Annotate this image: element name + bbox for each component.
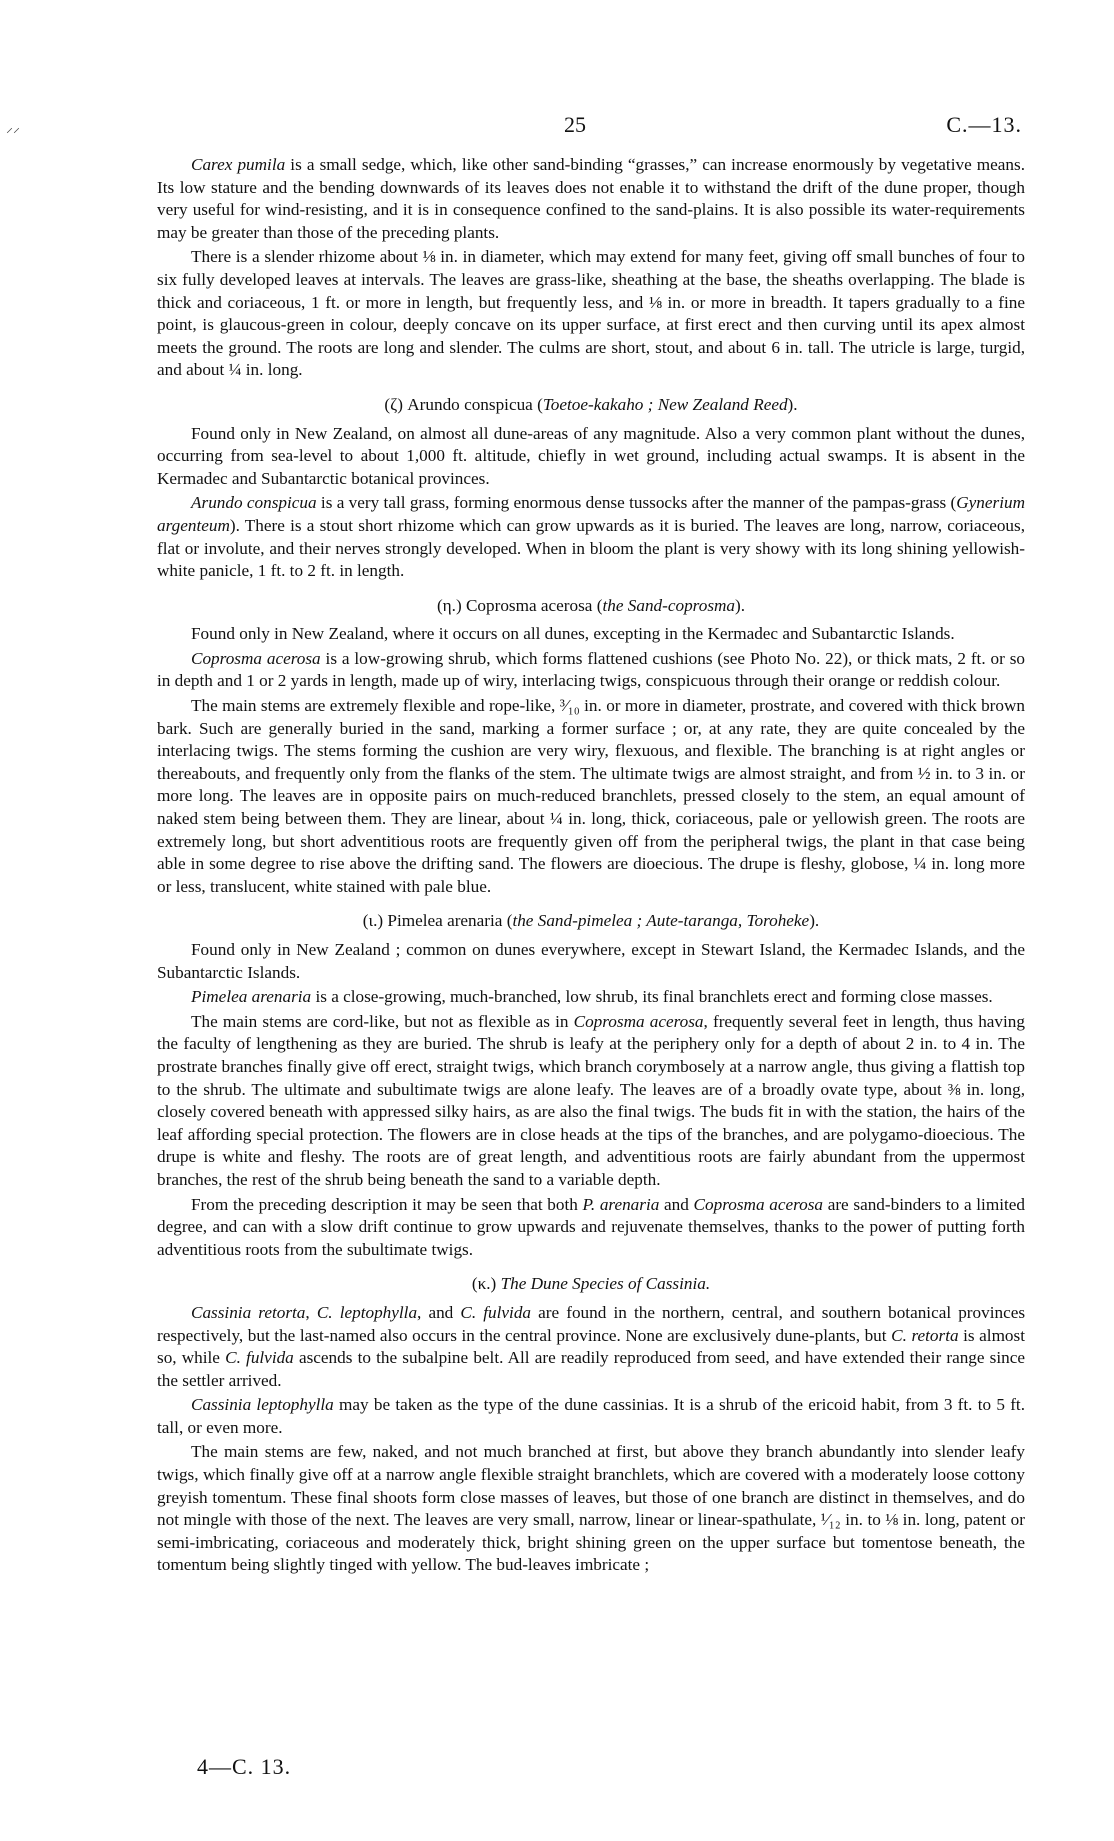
- paragraph-cassinia-1: Cassinia leptophylla may be taken as the type of the dune cassinias. It is a shrub of the ericoid habit, from 3 ft. to 5 ft. tall, or even more.: [157, 1395, 1025, 1437]
- paragraph-coprosma-0: Found only in New Zealand, where it occurs on all dunes, excepting in the Kermadec and Subantarctic Islands.: [191, 624, 955, 644]
- paragraph-carex-1: There is a slender rhizome about ⅛ in. in diameter, which may extend for many feet, giving off small bunches of four to six fully developed leaves at intervals. The leaves are grass-like, sheathing at the base, the sheaths overlapping. The blade is thick and coriaceous, 1 ft. or more in length, but frequently less, and ⅛ in. or more in breadth. It tapers gradually to a fine point, is glaucous-green in colour, deeply concave on its upper surface, at first erect and then curving until its apex almost meets the ground. The roots are long and slender. The culms are short, stout, and about 6 in. tall. The utricle is large, turgid, and about ¼ in. long.: [157, 247, 1025, 380]
- page-header: [0, 112, 1114, 142]
- paragraph-cassinia-0: Cassinia retorta, C. leptophylla, and C. fulvida are found in the northern, central, and southern botanical provinces respectively, but the last-named also occurs in the central province. None are exclusively dune-plants, but C. retorta is almost so, while C. fulvida ascends to the subalpine belt. All are readily reproduced from seed, and have extended their range since the settler arrived.: [157, 1302, 1026, 1390]
- paragraph-pimelea-3: From the preceding description it may be seen that both P. arenaria and Coprosma acerosa are sand-binders to a limited degree, and can with a slow drift continue to grow upwards and rejuvenate themselves, thanks to the power of putting forth adventitious roots from the subultimate twigs.: [157, 1194, 1025, 1259]
- paragraph-coprosma-2: The main stems are extremely flexible and rope-like, ³⁄₁₀ in. or more in diameter, prostrate, and covered with thick brown bark. Such are generally buried in the sand, marking a former surface ; or, at any rate, they are quite concealed by the interlacing twigs. The stems forming the cushion are very wiry, flexuous, and flexible. The branching is at right angles or thereabouts, and frequently only from the flanks of the stem. The ultimate twigs are almost straight, and from ½ in. to 3 in. or more long. The leaves are in opposite pairs on much-reduced branchlets, pressed closely to the stem, an equal amount of naked stem being between them. They are linear, about ¼ in. long, thick, coriaceous, pale or yellowish green. The roots are extremely long, but short adventitious roots are frequently given off from the peripheral twigs, the plant in that case being able in some degree to rise above the drifting sand. The flowers are dioecious. The drupe is fleshy, globose, ¼ in. long more or less, translucent, white stained with pale blue.: [157, 696, 1025, 896]
- document-body: [157, 154, 1025, 1579]
- section-heading-arundo: (ζ) Arundo conspicua (Toetoe-kakaho ; New Zealand Reed).: [384, 394, 798, 414]
- paragraph-pimelea-2: The main stems are cord-like, but not as flexible as in Coprosma acerosa, frequently several feet in length, thus having the faculty of lengthening as they are buried. The shrub is leafy at the periphery only for a depth of about 2 in. to 4 in. The prostrate branches finally give off erect, straight twigs, which branch corymbosely at a narrow angle, thus giving a flattish top to the shrub. The ultimate and subultimate twigs are alone leafy. The leaves are of a broadly ovate type, about ⅜ in. long, closely covered beneath with appressed silky hairs, as are also the final twigs. The buds fit in with the station, the hairs of the leaf affording special protection. The flowers are in close heads at the tips of the branches, and are polygamo-dioecious. The drupe is white and fleshy. The roots are of great length, and adventitious roots are fairly abundant from the uppermost branches, the rest of the shrub being beneath the sand to a variable depth.: [157, 1011, 1025, 1189]
- paragraph-carex-0: Carex pumila is a small sedge, which, like other sand-binding “grasses,” can increase enormously by vegetative means. Its low stature and the bending downwards of its leaves does not enable it to withstand the drift of the dune proper, though very useful for wind-resisting, and it is in consequence confined to the sand-plains. It is also possible its water-requirements may be greater than those of the preceding plants.: [157, 155, 1026, 242]
- paragraph-pimelea-0: Found only in New Zealand ; common on dunes everywhere, except in Stewart Island, the Kermadec Islands, and the Subantarctic Islands.: [157, 940, 1025, 982]
- scan-mark: ⸝⸝: [6, 121, 20, 136]
- paragraph-cassinia-2: The main stems are few, naked, and not much branched at first, but above they branch abundantly into slender leafy twigs, which finally give off at a narrow angle flexible straight branchlets, which are covered with a moderately loose cottony greyish tomentum. These final shoots form close masses of leaves, but those of one branch are distinct in themselves, and do not mingle with those of the next. The leaves are very small, narrow, linear or linear-spathulate, ¹⁄₁₂ in. to ⅛ in. long, patent or semi-imbricating, coriaceous and moderately thick, bright shining green on the upper surface but tomentose beneath, the tomentum being slightly tinged with yellow. The bud-leaves imbricate ;: [157, 1442, 1025, 1575]
- paragraph-arundo-1: Arundo conspicua is a very tall grass, forming enormous dense tussocks after the manner of the pampas-grass (Gynerium argenteum). There is a stout short rhizome which can grow upwards as it is buried. The leaves are long, narrow, coriaceous, flat or involute, and their nerves strongly developed. When in bloom the plant is very showy with its long shining yellowish-white panicle, 1 ft. to 2 ft. in length.: [157, 493, 1025, 581]
- paragraph-coprosma-1: Coprosma acerosa is a low-growing shrub, which forms flattened cushions (see Photo No. 22), or thick mats, 2 ft. or so in depth and 1 or 2 yards in length, made up of wiry, interlacing twigs, conspicuous through their orange or reddish colour.: [157, 648, 1025, 691]
- footer-signature: 4—C. 13.: [197, 1754, 292, 1779]
- paragraph-arundo-0: Found only in New Zealand, on almost all dune-areas of any magnitude. Also a very common plant without the dunes, occurring from sea-level to about 1,000 ft. altitude, chiefly in wet ground, including actual swamps. It is absent in the Kermadec and Subantarctic botanical provinces.: [157, 423, 1025, 488]
- section-heading-coprosma: (η.) Coprosma acerosa (the Sand-coprosma).: [436, 595, 746, 615]
- document-code: C.—13.: [946, 112, 1022, 137]
- paragraph-pimelea-1: Pimelea arenaria is a close-growing, much-branched, low shrub, its final branchlets erect and forming close masses.: [191, 987, 993, 1007]
- section-heading-cassinia: (κ.) The Dune Species of Cassinia.: [471, 1274, 711, 1294]
- page-number: 25: [564, 112, 586, 137]
- section-heading-pimelea: (ι.) Pimelea arenaria (the Sand-pimelea ; Aute-taranga, Toroheke).: [362, 911, 820, 931]
